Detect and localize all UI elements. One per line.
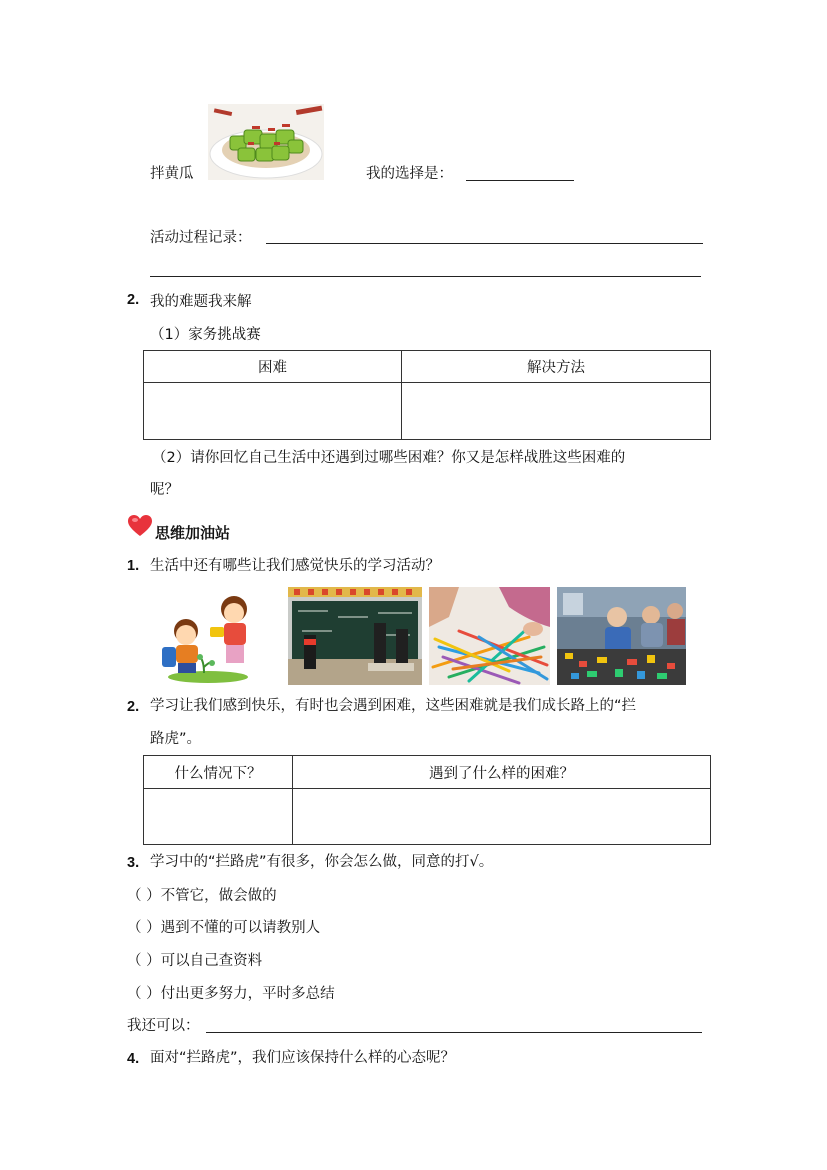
ts-q2-number: 2. — [127, 699, 140, 715]
situation-cell[interactable] — [144, 789, 293, 845]
table-header-solution: 解决方法 — [402, 351, 711, 383]
q2-sub2-line2: 呢？ — [150, 482, 179, 498]
choice-answer-line[interactable] — [466, 180, 574, 181]
dish-label: 拌黄瓜 — [150, 166, 194, 182]
thinking-station-heading: 思维加油站 — [155, 524, 231, 542]
housework-table — [143, 350, 711, 440]
heart-icon — [127, 514, 153, 542]
ts-q2-line1: 学习让我们感到快乐，有时也会遇到困难，这些困难就是我们成长路上的“拦 — [150, 698, 637, 714]
table-header-obstacle: 遇到了什么样的困难？ — [293, 756, 711, 789]
option-item[interactable]: （ ）遇到不懂的可以请教别人 — [127, 920, 321, 936]
choice-label: 我的选择是： — [366, 166, 453, 182]
ts-q3-text: 学习中的“拦路虎”有很多，你会怎么做，同意的打√。 — [150, 854, 494, 870]
solution-cell[interactable] — [402, 383, 711, 440]
ts-q4-text: 面对“拦路虎”，我们应该保持什么样的心态呢？ — [150, 1050, 456, 1066]
q2-number: 2. — [127, 292, 140, 308]
ts-q1-text: 生活中还有哪些让我们感觉快乐的学习活动？ — [150, 558, 440, 574]
obstacle-table — [143, 755, 711, 845]
cucumber-salad-photo — [208, 104, 324, 180]
option-item[interactable]: （ ）付出更多努力，平时多总结 — [127, 986, 335, 1002]
robotics-lab-photo — [557, 587, 686, 685]
also-label: 我还可以： — [127, 1018, 200, 1034]
q2-sub2-line1: （2）请你回忆自己生活中还遇到过哪些困难？你又是怎样战胜这些困难的 — [152, 450, 626, 466]
ts-q1-number: 1. — [127, 558, 140, 574]
difficulty-cell[interactable] — [144, 383, 402, 440]
ts-q2-line2: 路虎”。 — [150, 731, 202, 747]
option-item[interactable]: （ ）不管它，做会做的 — [127, 888, 277, 904]
obstacle-cell[interactable] — [293, 789, 711, 845]
record-label: 活动过程记录： — [150, 230, 252, 246]
q2-sub1: （1）家务挑战赛 — [150, 327, 261, 343]
record-answer-line-2[interactable] — [150, 276, 701, 277]
colored-sticks-photo — [429, 587, 550, 685]
watering-plant-illustration — [152, 587, 280, 685]
q2-title: 我的难题我来解 — [150, 294, 252, 310]
also-answer-line[interactable] — [206, 1032, 702, 1033]
option-item[interactable]: （ ）可以自己查资料 — [127, 953, 263, 969]
ts-q3-number: 3. — [127, 855, 140, 871]
ts-q4-number: 4. — [127, 1051, 140, 1067]
record-answer-line-1[interactable] — [266, 243, 703, 244]
blackboard-classroom-photo — [288, 587, 422, 685]
table-header-difficulty: 困难 — [144, 351, 402, 383]
table-header-situation: 什么情况下？ — [144, 756, 293, 789]
